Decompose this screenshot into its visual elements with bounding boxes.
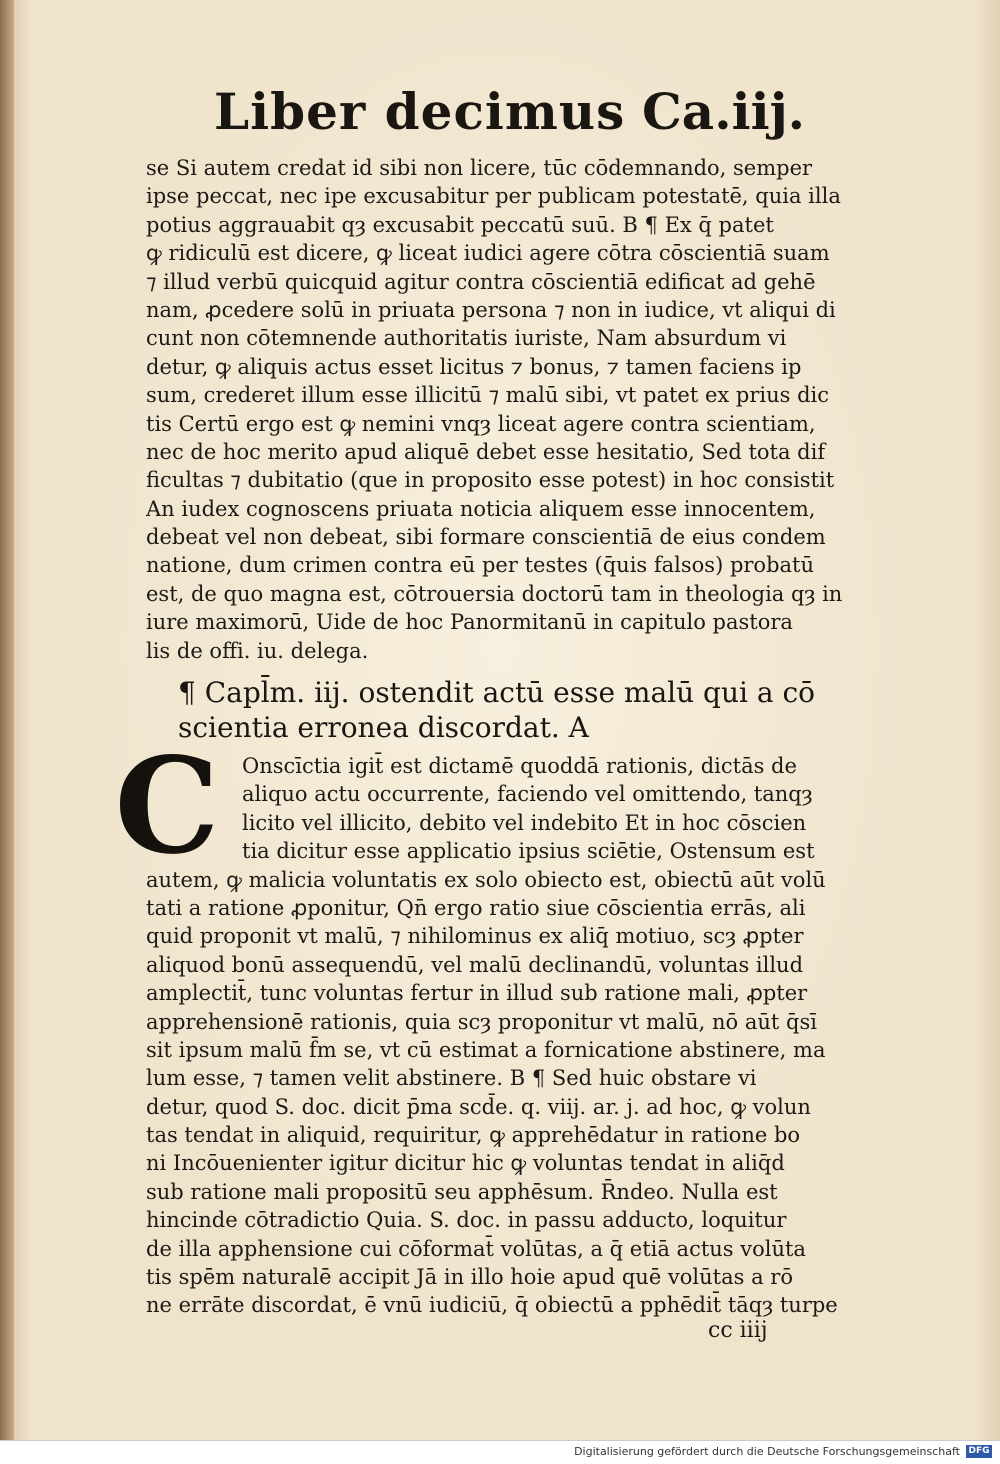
text-line: An iudex cognoscens priuata noticia aliquem esse innocentem, xyxy=(146,496,816,521)
text-line: sub ratione mali propositū seu apphēsum. R̄ndeo. Nulla est xyxy=(146,1179,778,1204)
text-line: apprehensionē rationis, quia scȝ proponitur vt malū, nō aūt q̄sī xyxy=(146,1009,817,1034)
text-line: tati a ratione ꝓponitur, Qn̄ ergo ratio siue cōscientia errās, ali xyxy=(146,895,806,920)
paragraph-1 xyxy=(146,154,862,665)
text-line: se Si autem credat id sibi non licere, tūc cōdemnando, semper xyxy=(146,156,813,180)
running-head-chapter: Ca.iij. xyxy=(642,82,806,141)
text-line: sum, crederet illum esse illicitū ⁊ malū sibi, vt patet ex prius dic xyxy=(146,383,830,408)
text-line: nam, ꝓcedere solū in priuata persona ⁊ non in iudice, vt aliqui di xyxy=(146,297,836,322)
text-line: natione, dum crimen contra eū per testes (q̄uis falsos) probatū xyxy=(146,553,814,578)
text-line: ⁊ illud verbū quicquid agitur contra cōscientiā edificat ad gehē xyxy=(146,269,816,294)
text-line: ipse peccat, nec ipe excusabitur per publicam potestatē, quia illa xyxy=(146,184,841,209)
digitization-footer xyxy=(0,1440,1000,1464)
dfg-logo: DFG xyxy=(966,1445,992,1458)
chapter-heading-line: scientia erronea discordat. A xyxy=(178,711,589,744)
text-line: lis de offi. iu. delega. xyxy=(146,638,369,663)
text-line: iure maximorū, Uide de hoc Panormitanū in capitulo pastora xyxy=(146,610,793,635)
signature-mark: cc iiij xyxy=(708,1318,768,1343)
footer-credit: Digitalisierung gefördert durch die Deutsche Forschungsgemeinschaft xyxy=(574,1445,960,1458)
text-line: detur, quod S. doc. dicit p̄ma scd̄e. q. viij. ar. j. ad hoc, ꝙ volun xyxy=(146,1094,811,1119)
chapter-heading-line: ¶ Capl̄m. iij. ostendit actū esse malū qui a cō xyxy=(178,676,815,709)
text-line: sit ipsum malū f̄m se, vt cū estimat a fornicatione abstinere, ma xyxy=(146,1037,826,1062)
text-line: debeat vel non debeat, sibi formare conscientiā de eius condem xyxy=(146,525,826,550)
paragraph-2 xyxy=(146,752,862,1320)
text-line: tas tendat in aliquid, requiritur, ꝙ apprehēdatur in ratione bo xyxy=(146,1123,801,1148)
text-line: autem, ꝙ malicia voluntatis ex solo obiecto est, obiectū aūt volū xyxy=(146,867,826,892)
text-line: ne errāte discordat, ē vnū iudiciū, q̄ obiectū a pphēdit̄ tāqȝ turpe xyxy=(146,1293,838,1318)
text-line: ꝙ ridiculū est dicere, ꝙ liceat iudici agere cōtra cōscientiā suam xyxy=(146,241,830,266)
text-line: hincinde cōtradictio Quia. S. doc. in passu adducto, loquitur xyxy=(146,1208,787,1233)
text-line: de illa apphensione cui cōformat̄ volūtas, a q̄ etiā actus volūta xyxy=(146,1236,806,1261)
text-line: Onscīctia igit̄ est dictamē quoddā rationis, dictās de xyxy=(242,754,797,778)
text-line: est, de quo magna est, cōtrouersia doctorū tam in theologia qȝ in xyxy=(146,581,843,606)
running-head xyxy=(214,82,834,152)
chapter-heading xyxy=(178,675,858,745)
text-line: ni Incōuenienter igitur dicitur hic ꝙ voluntas tendat in aliq̄d xyxy=(146,1151,785,1176)
running-head-title: Liber decimus xyxy=(214,82,626,141)
page-binding-edge xyxy=(0,0,14,1440)
text-line: licito vel illicito, debito vel indebito Et in hoc cōscien xyxy=(242,810,807,835)
text-line: cunt non cōtemnende authoritatis iuriste, Nam absurdum vi xyxy=(146,326,787,351)
text-line: ficultas ⁊ dubitatio (que in proposito esse potest) in hoc consistit xyxy=(146,468,835,493)
text-line: detur, ꝙ aliquis actus esset licitus ⁊ bonus, ⁊ tamen faciens ip xyxy=(146,354,802,379)
text-line: tis Certū ergo est ꝙ nemini vnqȝ liceat agere contra scientiam, xyxy=(146,411,816,436)
text-line: tis spēm naturalē accipit Jā in illo hoie apud quē volūtas a rō xyxy=(146,1265,793,1290)
decorated-initial-letter: C xyxy=(114,729,220,884)
text-line: aliquo actu occurrente, faciendo vel omittendo, tanqȝ xyxy=(242,782,813,807)
text-line: quid proponit vt malū, ⁊ nihilominus ex aliq̄ motiuo, scȝ ꝓpter xyxy=(146,924,804,949)
text-line: aliquod bonū assequendū, vel malū declinandū, voluntas illud xyxy=(146,952,804,977)
text-line: lum esse, ⁊ tamen velit abstinere. B ¶ Sed huic obstare vi xyxy=(146,1066,757,1091)
text-line: amplectit̄, tunc voluntas fertur in illud sub ratione mali, ꝓpter xyxy=(146,981,808,1006)
text-line: potius aggrauabit qȝ excusabit peccatū suū. B ¶ Ex q̄ patet xyxy=(146,212,774,237)
text-line: nec de hoc merito apud aliquē debet esse hesitatio, Sed tota dif xyxy=(146,439,826,464)
text-line: tia dicitur esse applicatio ipsius sciētie, Ostensum est xyxy=(242,839,815,864)
